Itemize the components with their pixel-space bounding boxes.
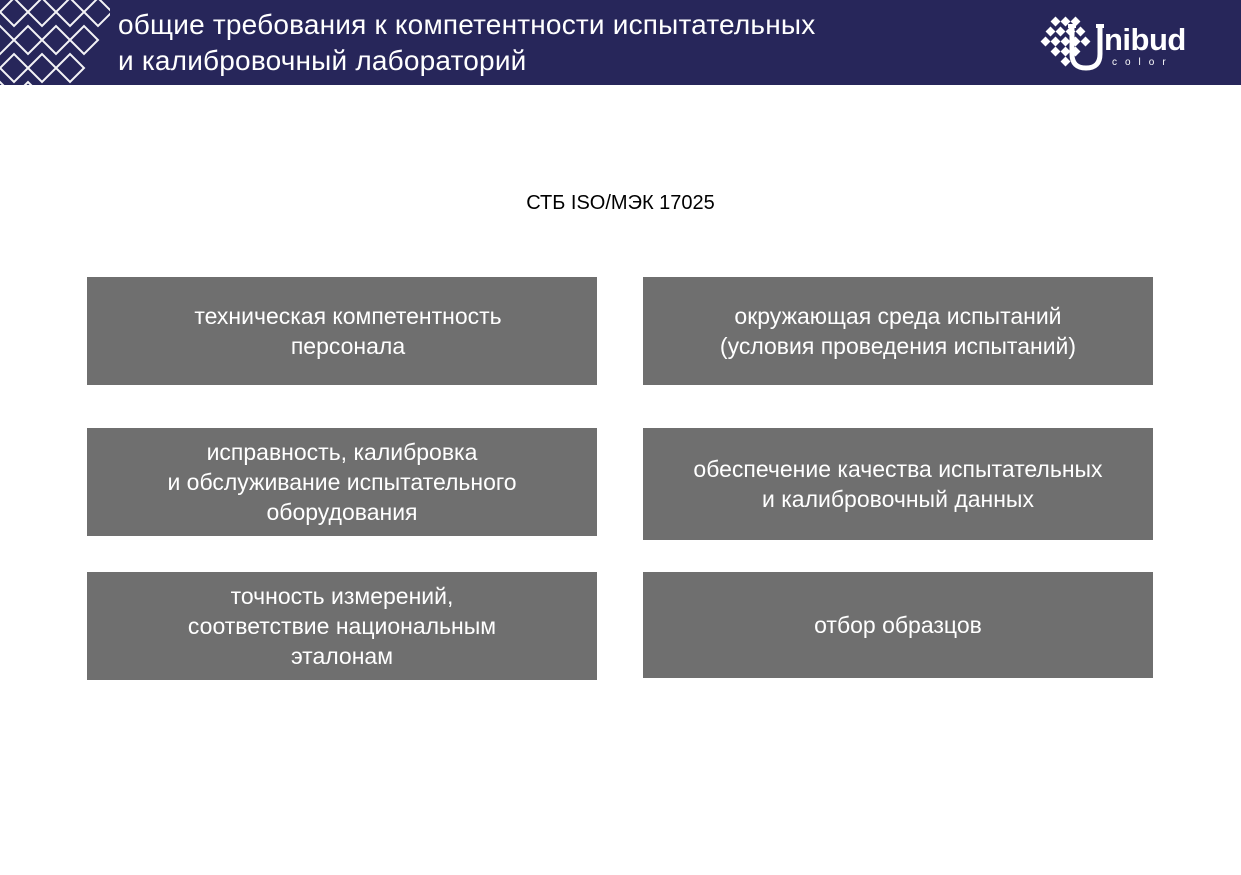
logo-brand-text: nibud bbox=[1104, 22, 1186, 57]
requirement-text: окружающая среда испытаний (условия проведения испытаний) bbox=[719, 303, 1077, 359]
header-bar bbox=[0, 0, 1241, 85]
diamond-pattern-icon bbox=[0, 0, 110, 85]
requirement-card-environment bbox=[643, 277, 1153, 385]
page-title: общие требования к компетентности испытательных и калибровочный лабораторий bbox=[118, 9, 816, 76]
requirement-card-equipment bbox=[87, 428, 597, 536]
requirement-card-personnel bbox=[87, 277, 597, 385]
requirement-text: отбор образцов bbox=[814, 612, 982, 638]
requirement-card-quality bbox=[643, 428, 1153, 540]
u-with-diamond-grid-icon bbox=[1038, 8, 1113, 78]
logo-sub-text: color bbox=[1112, 57, 1174, 68]
requirement-text: исправность, калибровка и обслуживание испытательного оборудования bbox=[167, 439, 517, 525]
requirement-card-sampling bbox=[643, 572, 1153, 678]
unibud-logo bbox=[1038, 8, 1208, 78]
requirement-text: точность измерений, соответствие национальным эталонам bbox=[187, 583, 497, 669]
requirement-text: техническая компетентность персонала bbox=[194, 303, 502, 359]
requirement-text: обеспечение качества испытательных и калибровочный данных bbox=[693, 456, 1103, 512]
standard-label: СТБ ISO/МЭК 17025 bbox=[526, 192, 715, 214]
requirement-card-measurement bbox=[87, 572, 597, 680]
